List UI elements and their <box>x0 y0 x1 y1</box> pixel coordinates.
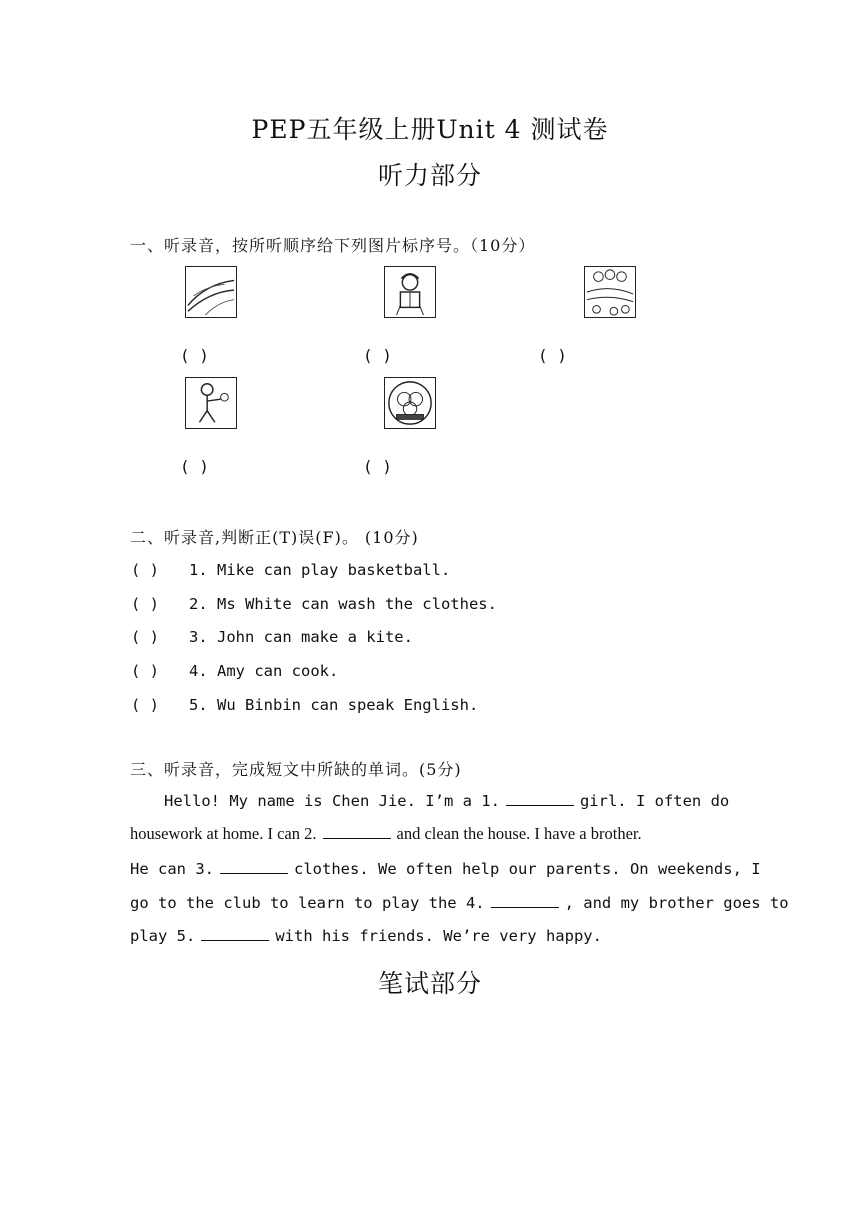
blank-2[interactable] <box>323 824 391 839</box>
section1-heading: 一、听录音，按所听顺序给下列图片标序号。（10分） <box>130 236 536 255</box>
passage-line-3 <box>130 859 761 878</box>
tf-bracket-4[interactable]: ( ) <box>131 662 159 680</box>
page-title: PEP五年级上册Unit 4 测试卷 <box>251 115 609 144</box>
blank-5[interactable] <box>201 926 269 941</box>
picture-3-bracket[interactable]: ( ) <box>538 346 567 365</box>
boy-reading-icon <box>384 266 436 318</box>
tf-item-2: 2. Ms White can wash the clothes. <box>189 595 497 613</box>
passage-text: , and my brother goes to <box>564 894 789 912</box>
tf-bracket-5[interactable]: ( ) <box>131 696 159 714</box>
passage-line-1 <box>164 791 729 810</box>
written-section-title: 笔试部分 <box>377 969 482 998</box>
picture-5-bracket[interactable]: ( ) <box>363 457 392 476</box>
tf-item-1: 1. Mike can play basketball. <box>189 561 451 579</box>
picture-1-bracket[interactable]: ( ) <box>180 346 209 365</box>
tf-item-4: 4. Amy can cook. <box>189 662 339 680</box>
passage-text: Hello! My name is Chen Jie. I’m a 1. <box>164 792 500 810</box>
fruit-basket-icon <box>384 377 436 429</box>
listening-section-title: 听力部分 <box>377 161 482 190</box>
blank-3[interactable] <box>220 859 288 874</box>
passage-text: girl. I often do <box>579 792 730 810</box>
passage-text: and clean the house. I have a brother. <box>396 824 642 843</box>
tf-bracket-2[interactable]: ( ) <box>131 595 159 613</box>
trees-landscape-icon <box>584 266 636 318</box>
passage-text: play 5. <box>130 927 196 945</box>
blank-1[interactable] <box>506 791 574 806</box>
passage-line-2 <box>130 824 642 844</box>
section3-heading: 三、听录音，完成短文中所缺的单词。(5分) <box>130 760 462 779</box>
tf-item-5: 5. Wu Binbin can speak English. <box>189 696 479 714</box>
tf-bracket-1[interactable]: ( ) <box>131 561 159 579</box>
passage-line-4 <box>130 893 789 912</box>
passage-line-5 <box>130 926 602 945</box>
picture-4-bracket[interactable]: ( ) <box>180 457 209 476</box>
passage-text: clothes. We often help our parents. On weekends, I <box>294 860 761 878</box>
section2-heading: 二、听录音,判断正(T)误(F)。 (10分) <box>130 528 419 547</box>
river-bank-icon <box>185 266 237 318</box>
tf-bracket-3[interactable]: ( ) <box>131 628 159 646</box>
passage-text: housework at home. I can 2. <box>130 824 317 843</box>
blank-4[interactable] <box>491 893 559 908</box>
passage-text: go to the club to learn to play the 4. <box>130 894 485 912</box>
passage-text: with his friends. We’re very happy. <box>275 927 602 945</box>
passage-text: He can 3. <box>130 860 214 878</box>
picture-2-bracket[interactable]: ( ) <box>363 346 392 365</box>
tf-item-3: 3. John can make a kite. <box>189 628 413 646</box>
person-playing-icon <box>185 377 237 429</box>
